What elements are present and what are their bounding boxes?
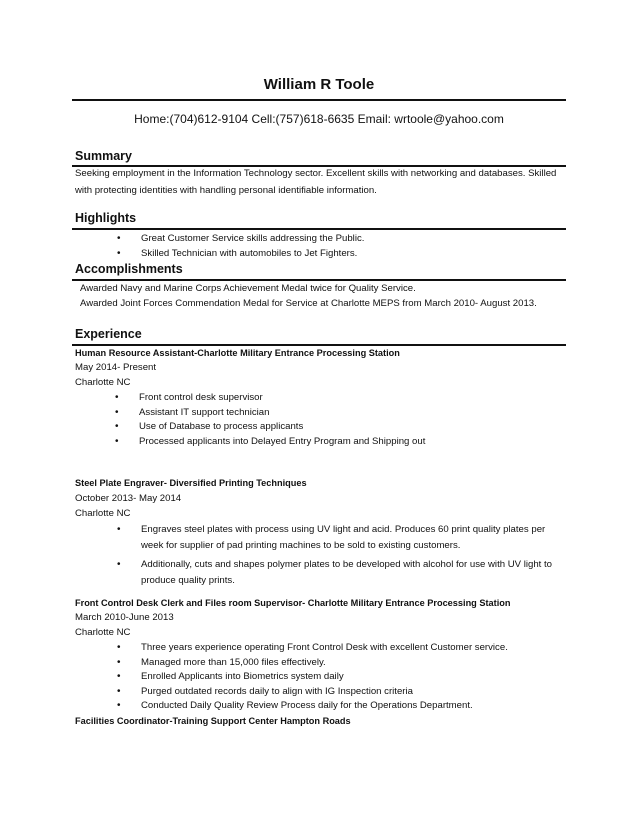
job-location: Charlotte NC <box>75 377 131 388</box>
job-duties-list <box>117 522 567 589</box>
job-duty: • Managed more than 15,000 files effectively. <box>117 656 567 671</box>
accomplishment-item: Awarded Joint Forces Commendation Medal for Service at Charlotte MEPS from March 2010- August 2013. <box>80 298 537 309</box>
job-duty: • Use of Database to process applicants <box>115 420 555 435</box>
job-duty: • Conducted Daily Quality Review Process daily for the Operations Department. <box>117 699 567 714</box>
highlights-divider <box>72 228 566 230</box>
job-duty: • Purged outdated records daily to align with IG Inspection criteria <box>117 685 567 700</box>
job-duty: • Additionally, cuts and shapes polymer plates to be developed with alcohol for use with UV light to produce quality prints. <box>117 557 567 589</box>
job-dates: October 2013- May 2014 <box>75 493 182 504</box>
highlight-item: • Skilled Technician with automobiles to Jet Fighters. <box>117 247 557 262</box>
job-location: Charlotte NC <box>75 627 131 638</box>
job-duty: • Front control desk supervisor <box>115 391 555 406</box>
job-title: Facilities Coordinator-Training Support Center Hampton Roads <box>75 716 351 726</box>
job-duties-list <box>117 641 567 714</box>
experience-divider <box>72 344 566 346</box>
job-dates: March 2010-June 2013 <box>75 612 174 623</box>
job-title: Human Resource Assistant-Charlotte Military Entrance Processing Station <box>75 348 400 358</box>
job-duty: • Engraves steel plates with process using UV light and acid. Produces 60 print quality plates per week for supplier of pad printing machines to be sold to existing customers. <box>117 522 567 554</box>
highlights-list <box>117 232 557 261</box>
job-duties-list <box>115 391 555 449</box>
summary-heading: Summary <box>75 149 132 163</box>
summary-text: Seeking employment in the Information Technology sector. Excellent skills with networking and databases. Skilled with protecting identities with handling personal identifiable information. <box>75 168 557 196</box>
job-duty: • Enrolled Applicants into Biometrics system daily <box>117 670 567 685</box>
experience-heading: Experience <box>75 327 142 341</box>
job-location: Charlotte NC <box>75 508 131 519</box>
highlights-heading: Highlights <box>75 211 137 225</box>
job-dates: May 2014- Present <box>75 362 157 373</box>
accomplishment-item: Awarded Navy and Marine Corps Achievement Medal twice for Quality Service. <box>80 283 416 294</box>
job-title: Front Control Desk Clerk and Files room Supervisor- Charlotte Military Entrance Processing Station <box>75 598 511 608</box>
job-duty: • Assistant IT support technician <box>115 406 555 421</box>
contact-line: Home:(704)612-9104 Cell:(757)618-6635 Email: wrtoole@yahoo.com <box>134 112 504 126</box>
header-divider <box>72 99 566 101</box>
highlight-item: • Great Customer Service skills addressing the Public. <box>117 232 557 247</box>
accomplishments-divider <box>72 279 566 281</box>
job-duty: • Three years experience operating Front Control Desk with excellent Customer service. <box>117 641 567 656</box>
job-duty: • Processed applicants into Delayed Entry Program and Shipping out <box>115 435 555 450</box>
job-title: Steel Plate Engraver- Diversified Printing Techniques <box>75 478 307 488</box>
candidate-name: William R Toole <box>263 76 375 93</box>
accomplishments-heading: Accomplishments <box>75 262 183 276</box>
